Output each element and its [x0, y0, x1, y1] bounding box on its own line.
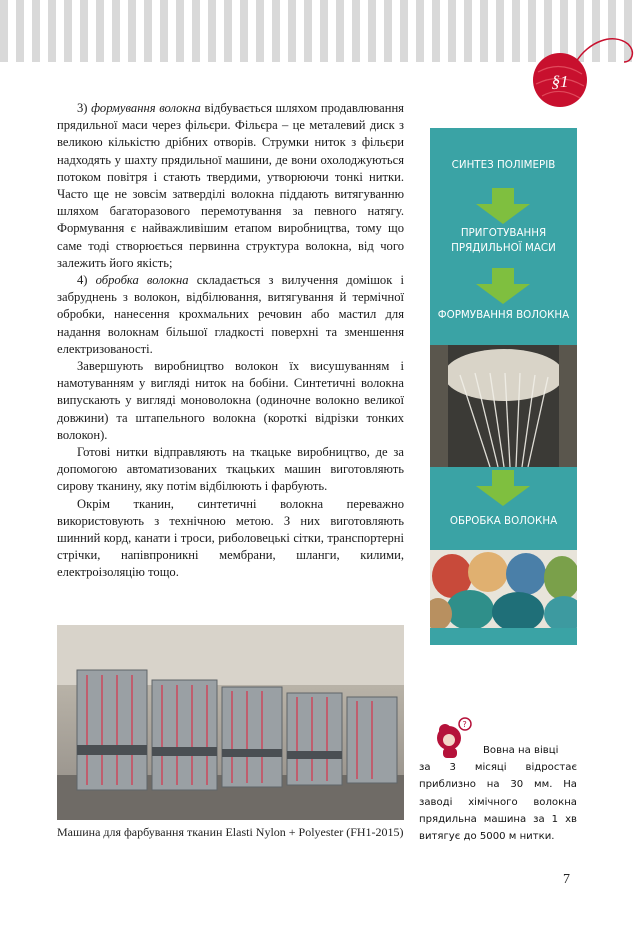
paragraph-finishing: Завершують виробництво волокон їх висушуванням і намотуванням у вигляді ниток на бобіни. Синтетичні волокна випускають у вигляді моноволокна (одиночне волокно великої довжини) та штапельного волокна (короткі відрізки тонких волокон). — [57, 359, 404, 442]
page-number: 7 — [563, 872, 570, 887]
flow-step-label: ПРИГОТУВАННЯ ПРЯДИЛЬНОЇ МАСИ — [451, 227, 556, 254]
list-number: 3) — [77, 101, 88, 115]
paragraph-forming-text: відбувається шляхом продавлювання прядильної маси через фільєри. Фільєра – це металевий диск з великою кількістю дрібних отворів. Струмки ниток з фільєри надходять у шахту прядильної машини, де вони охолоджуються потоком повітря і стають твердими, утворюючи тонкі нитки. Часто ще не зовсім затверділі волокна піддають витягуванню шляхом багаторазового перемотування за певного натягу. Формування є найважливішим етапом виробництва, тому що саме тоді створюється первинна структура волокна, від чого залежить його якість; — [57, 101, 404, 270]
flow-step-synthesis: СИНТЕЗ ПОЛІМЕРІВ — [451, 159, 556, 171]
arrow-down-icon — [470, 188, 536, 224]
flow-step-spinning-mass — [430, 226, 577, 256]
term-forming: формування волокна — [91, 101, 201, 115]
flow-step-processing: ОБРОБКА ВОЛОКНА — [449, 515, 558, 527]
svg-text:?: ? — [462, 720, 467, 729]
main-text — [57, 100, 404, 582]
photo-caption: Машина для фарбування тканин Elasti Nylon + Polyester (FH1-2015) — [57, 825, 404, 839]
fact-box — [419, 742, 577, 845]
paragraph-processing — [57, 272, 404, 358]
fiber-spools-photo — [430, 550, 577, 628]
term-processing: обробка волокна — [95, 273, 189, 288]
paragraph-processing-text: складається з вилучення домішок і забруднень з волокон, відбілювання, витягування й термічної обробки, нанесення крохмальних речовин або мастил для надання волокнам більшої гладкості поверхні та зменшення електризованості. — [57, 273, 404, 356]
flow-step-forming: ФОРМУВАННЯ ВОЛОКНА — [437, 309, 570, 321]
list-number: 4) — [77, 273, 88, 288]
paragraph-weaving: Готові нитки відправляють на ткацьке виробництво, де за допомогою автоматизованих ткацьких машин виготовляють сирову тканину, яку потім відбілюють і фарбують. — [57, 445, 404, 494]
arrow-down-icon — [470, 268, 536, 304]
section-mark: §1 — [551, 72, 569, 91]
arrow-down-icon — [470, 470, 536, 506]
fact-text: за 3 місяці відростає приблизно на 30 мм. На заводі хімічного волокна прядильна машина за 1 хв витягує до 5000 м нитки. — [419, 762, 577, 843]
fact-first-line: Вовна на вівці — [483, 745, 559, 756]
yarn-ball-icon — [518, 22, 638, 112]
dyeing-machine-photo — [57, 625, 404, 820]
paragraph-technical-use: Окрім тканин, синтетичні волокна переважно використовують з технічною метою. З них виготовляють шинний корд, канати і троси, риболовецькі сітки, транспортерні стрічки, напівпроникні мембрани, шланги, килими, електроізоляцію тощо. — [57, 496, 404, 580]
fiber-forming-photo — [430, 345, 577, 467]
paragraph-forming — [57, 100, 404, 272]
